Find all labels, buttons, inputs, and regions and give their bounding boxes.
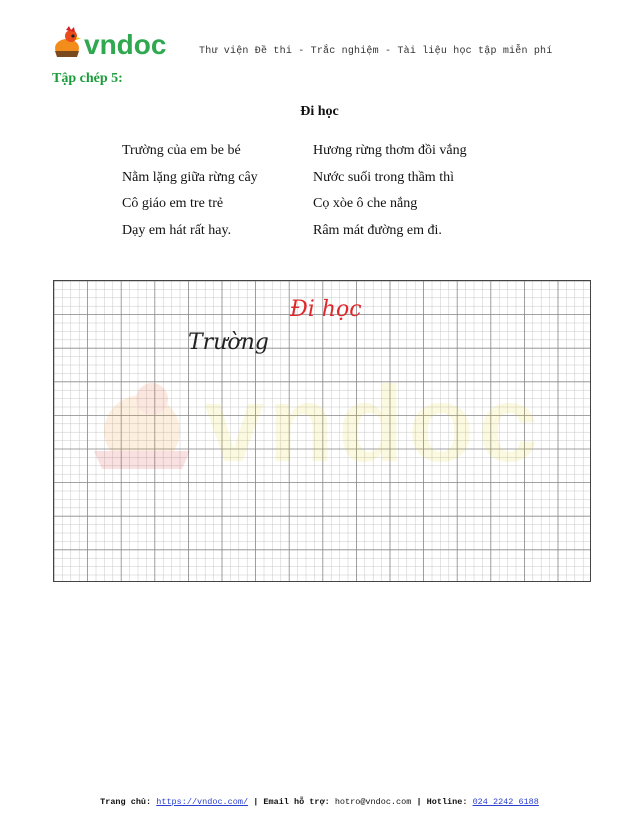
vndoc-watermark <box>94 363 542 484</box>
poem-right-column <box>313 142 467 248</box>
footer-home-link[interactable]: https://vndoc.com/ <box>156 797 249 807</box>
poem-title: Đi học <box>300 104 339 119</box>
poem-line: Nước suối trong thầm thì <box>313 169 454 185</box>
page-footer: Trang chủ: https://vndoc.com/ | Email hỗ trợ: hotro@vndoc.com | Hotline: 024 2242 6188 <box>100 797 539 807</box>
handwriting-practice-grid <box>53 280 591 582</box>
vndoc-logo[interactable] <box>52 26 182 60</box>
footer-hotline-label: Hotline: <box>426 797 468 807</box>
footer-home-label: Trang chủ: <box>100 797 152 807</box>
poem-line: Dạy em hát rất hay. <box>122 222 232 238</box>
poem-line: Cọ xòe ô che nắng <box>313 196 418 211</box>
poem-line: Râm mát đường em đi. <box>313 222 442 238</box>
watermark-wordmark: vndoc <box>204 363 543 484</box>
footer-email-label: Email hỗ trợ: <box>263 797 330 807</box>
poem-line: Trường của em be bé <box>122 143 241 158</box>
section-title: Tập chép 5: <box>52 71 123 86</box>
page-header <box>52 26 592 62</box>
footer-hotline[interactable]: 024 2242 6188 <box>472 797 539 807</box>
rooster-icon <box>55 26 81 57</box>
logo-wordmark: vndoc <box>84 29 167 60</box>
footer-email[interactable]: hotro@vndoc.com <box>334 797 412 807</box>
handwritten-word: Trường <box>188 330 269 355</box>
poem-line: Nằm lặng giữa rừng cây <box>122 169 258 185</box>
grid-lines <box>54 281 591 582</box>
poem-line: Hương rừng thơm đồi vắng <box>313 143 467 158</box>
poem-left-column <box>122 142 258 248</box>
poem-line: Cô giáo em tre trẻ <box>122 196 224 211</box>
header-tagline: Thư viện Đề thi - Trắc nghiệm - Tài liệu học tập miễn phí <box>199 46 553 57</box>
handwritten-title: Đi học <box>290 297 362 322</box>
